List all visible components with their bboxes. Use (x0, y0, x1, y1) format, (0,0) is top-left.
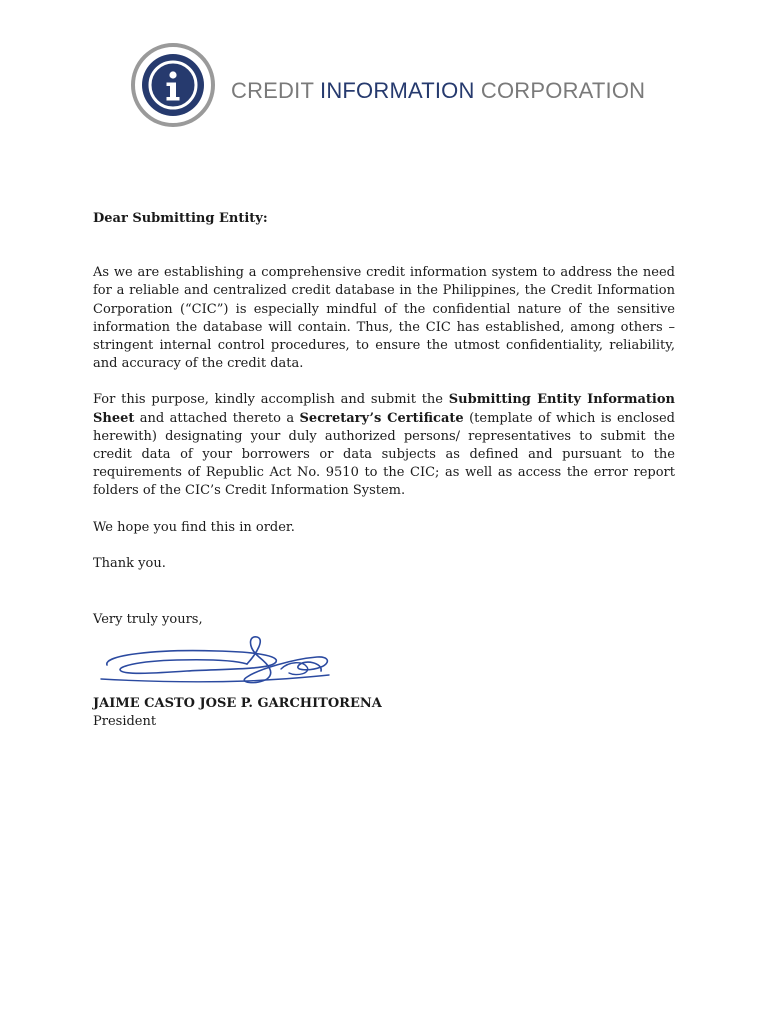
signatory-title: President (93, 714, 157, 730)
paragraph-request (93, 391, 675, 500)
letter-body (93, 210, 675, 732)
org-name-information: INFORMATION (320, 78, 475, 103)
organization-name (231, 78, 645, 104)
info-circle-icon (130, 42, 216, 128)
org-name-corporation: CORPORATION (474, 78, 646, 103)
paragraph-request-text-a: For this purpose, kindly accomplish and submit the (93, 392, 449, 408)
paragraph-request-text-c: (template of which is enclosed herewith) designating your duly authorized persons/ representatives to submit the credit data of your borrowers or data subjects as defined and pursuant to the requirements of Republic Act No. 9510 to the CIC; as well as access the error report folders of the CIC’s Credit Information System. (93, 410, 675, 499)
paragraph-request-text-b: and attached thereto a (134, 410, 300, 426)
salutation: Dear Submitting Entity: (93, 211, 268, 226)
signatory-name: JAIME CASTO JOSE P. GARCHITORENA (93, 696, 382, 712)
letterhead (130, 42, 670, 128)
paragraph-hope: We hope you find this in order. (93, 519, 295, 535)
valediction: Very truly yours, (93, 612, 203, 628)
entity-info-sheet-emphasis: Submitting Entity Information Sheet (93, 392, 675, 426)
paragraph-thanks: Thank you. (93, 555, 166, 571)
org-name-credit: CREDIT (231, 78, 321, 103)
paragraph-intro: As we are establishing a comprehensive credit information system to address the need for a reliable and centralized credit database in the Philippines, the Credit Information Corporation (“CIC”) is especially mindful of the confidential nature of the sensitive information the database will contain. Thus, the CIC has established, among others – stringent internal control procedures, to ensure the utmost confidentiality, reliability, and accuracy of the credit data. (93, 265, 675, 372)
secretary-certificate-emphasis: Secretary’s Certificate (299, 410, 464, 426)
signature (97, 633, 337, 695)
